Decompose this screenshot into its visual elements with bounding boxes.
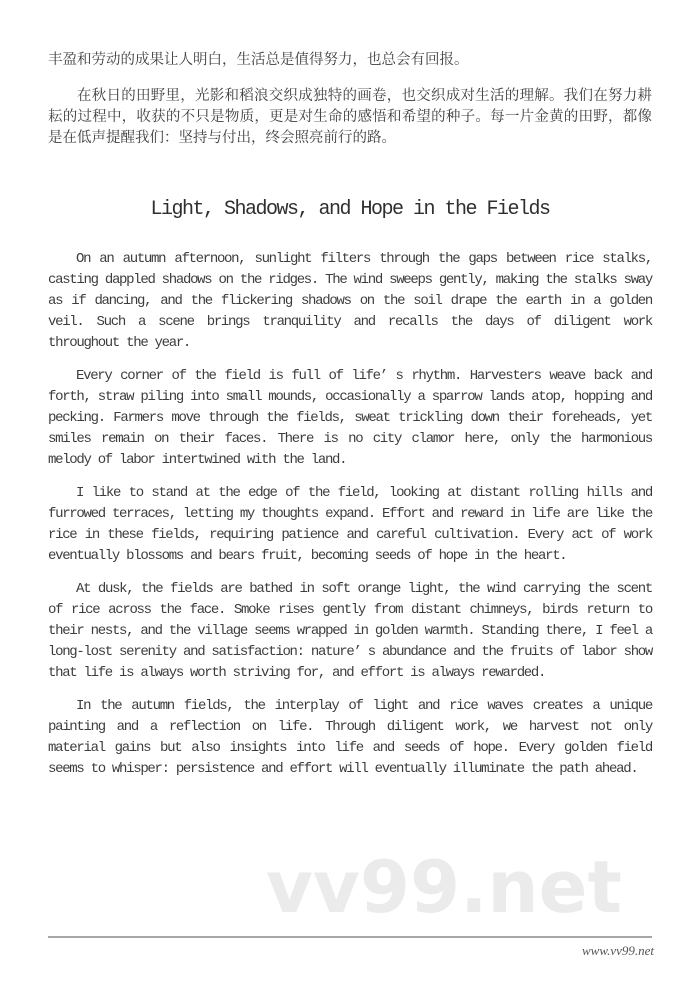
body-paragraph-2: Every corner of the field is full of life’ s rhythm. Harvesters weave back and forth, straw piling into small mounds, occasionally a sparrow lands atop, hopping and pecking. Farmers move through the fields, sweat trickling down their foreheads, yet smiles remain on their faces. There is no city clamor here, only the harmonious melody of labor intertwined with the land. [48,368,652,468]
body-paragraph-1: On an autumn afternoon, sunlight filters through the gaps between rice stalks, casting dappled shadows on the ridges. The wind sweeps gently, making the stalks sway as if dancing, and the flickering shadows on the soil drape the earth in a golden veil. Such a scene brings tranquility and recalls the days of diligent work throughout the year. [48,251,652,351]
footer-divider [48,936,652,938]
body-paragraph-4: At dusk, the fields are bathed in soft orange light, the wind carrying the scent of rice across the face. Smoke rises gently from distant chimneys, birds return to their nests, and the village seems wrapped in golden warmth. Standing there, I feel a long-lost serenity and satisfaction: nature’ s abundance and the fruits of labor show that life is always worth striving for, and effort is always rewarded. [48,581,652,681]
chinese-paragraph: 在秋日的田野里，光影和稻浪交织成独特的画卷，也交织成对生活的理解。我们在努力耕耘的过程中，收获的不只是物质，更是对生命的感悟和希望的种子。每一片金黄的田野，都像是在低声提醒我们：坚持与付出，终会照亮前行的路。 [48,88,652,146]
body-paragraph-5: In the autumn fields, the interplay of light and rice waves creates a unique painting and a reflection on life. Through diligent work, we harvest not only material gains but also insights into life and seeds of hope. Every golden field seems to whisper: persistence and effort will eventually illuminate the path ahead. [48,698,652,777]
chinese-continuation-line: 丰盈和劳动的成果让人明白，生活总是值得努力，也总会有回报。 [48,52,469,68]
footer-site-url: www.vv99.net [582,943,654,958]
article-title: Light, Shadows, and Hope in the Fields [150,198,550,221]
site-watermark: vv99.net [266,845,622,929]
body-paragraph-3: I like to stand at the edge of the field, looking at distant rolling hills and furrowed terraces, letting my thoughts expand. Effort and reward in life are like the rice in these fields, requiring patience and careful cultivation. Every act of work eventually blossoms and bears fruit, becoming seeds of hope in the heart. [48,485,652,564]
